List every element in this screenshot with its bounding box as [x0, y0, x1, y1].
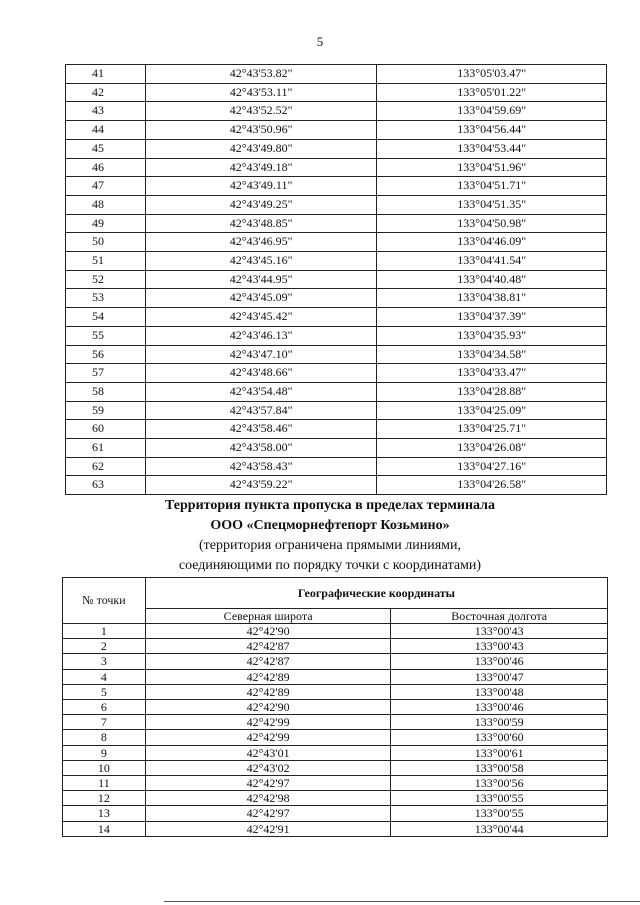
table-row	[66, 401, 607, 420]
point-number-cell: 48	[66, 195, 146, 214]
longitude-cell: 133°04'26.08"	[377, 439, 607, 458]
table-row	[66, 65, 607, 84]
latitude-cell: 42°42'98	[145, 791, 391, 806]
longitude-cell: 133°00'48	[391, 684, 608, 699]
point-number-cell: 52	[66, 270, 146, 289]
table-row	[66, 308, 607, 327]
latitude-cell: 42°43'02	[145, 760, 391, 775]
point-number-cell: 1	[63, 624, 146, 639]
col-header-point: № точки	[63, 578, 146, 624]
table-row	[63, 715, 608, 730]
latitude-cell: 42°43'54.48"	[145, 382, 377, 401]
latitude-cell: 42°43'58.46"	[145, 420, 377, 439]
longitude-cell: 133°04'35.93"	[377, 326, 607, 345]
point-number-cell: 3	[63, 654, 146, 669]
table-row	[63, 776, 608, 791]
longitude-cell: 133°00'44	[391, 821, 608, 836]
latitude-cell: 42°43'52.52"	[145, 102, 377, 121]
latitude-cell: 42°43'45.16"	[145, 252, 377, 271]
latitude-cell: 42°42'97	[145, 806, 391, 821]
table-row	[63, 806, 608, 821]
point-number-cell: 8	[63, 730, 146, 745]
table-row	[66, 121, 607, 140]
terminal-coordinates-table	[62, 577, 608, 837]
table-row	[66, 139, 607, 158]
latitude-cell: 42°42'90	[145, 700, 391, 715]
point-number-cell: 42	[66, 83, 146, 102]
table-row	[66, 102, 607, 121]
table-row	[66, 420, 607, 439]
col-header-latitude: Северная широта	[145, 609, 391, 624]
point-number-cell: 46	[66, 158, 146, 177]
coordinates-table-body	[66, 65, 607, 495]
table-row	[63, 745, 608, 760]
longitude-cell: 133°00'46	[391, 700, 608, 715]
table-row	[63, 654, 608, 669]
longitude-cell: 133°04'33.47"	[377, 364, 607, 383]
point-number-cell: 63	[66, 476, 146, 495]
longitude-cell: 133°00'43	[391, 624, 608, 639]
point-number-cell: 58	[66, 382, 146, 401]
longitude-cell: 133°04'25.09"	[377, 401, 607, 420]
longitude-cell: 133°04'53.44"	[377, 139, 607, 158]
longitude-cell: 133°00'59	[391, 715, 608, 730]
point-number-cell: 53	[66, 289, 146, 308]
latitude-cell: 42°42'99	[145, 730, 391, 745]
latitude-cell: 42°42'89	[145, 684, 391, 699]
point-number-cell: 61	[66, 439, 146, 458]
section-heading	[0, 496, 640, 576]
table-row	[63, 669, 608, 684]
point-number-cell: 51	[66, 252, 146, 271]
point-number-cell: 6	[63, 700, 146, 715]
table-row	[66, 214, 607, 233]
longitude-cell: 133°00'55	[391, 806, 608, 821]
table-row	[66, 233, 607, 252]
table-row	[66, 83, 607, 102]
table-row	[66, 270, 607, 289]
longitude-cell: 133°00'58	[391, 760, 608, 775]
table-row	[63, 730, 608, 745]
table-row	[63, 821, 608, 836]
latitude-cell: 42°43'49.18"	[145, 158, 377, 177]
point-number-cell: 49	[66, 214, 146, 233]
longitude-cell: 133°04'26.58"	[377, 476, 607, 495]
point-number-cell: 43	[66, 102, 146, 121]
longitude-cell: 133°04'37.39"	[377, 308, 607, 327]
latitude-cell: 42°42'87	[145, 654, 391, 669]
table-row	[66, 476, 607, 495]
latitude-cell: 42°43'53.11"	[145, 83, 377, 102]
point-number-cell: 41	[66, 65, 146, 84]
table-row	[66, 364, 607, 383]
latitude-cell: 42°43'01	[145, 745, 391, 760]
table-row	[66, 326, 607, 345]
heading-note-line-2: соединяющими по порядку точки с координатами)	[178, 558, 482, 573]
latitude-cell: 42°43'46.95"	[145, 233, 377, 252]
table-row	[63, 639, 608, 654]
table-row	[63, 684, 608, 699]
table-row	[63, 700, 608, 715]
page-number: 5	[316, 34, 324, 49]
point-number-cell: 56	[66, 345, 146, 364]
table-row	[66, 345, 607, 364]
point-number-cell: 57	[66, 364, 146, 383]
point-number-cell: 9	[63, 745, 146, 760]
longitude-cell: 133°04'50.98"	[377, 214, 607, 233]
longitude-cell: 133°04'51.71"	[377, 177, 607, 196]
latitude-cell: 42°42'89	[145, 669, 391, 684]
longitude-cell: 133°04'41.54"	[377, 252, 607, 271]
longitude-cell: 133°05'01.22"	[377, 83, 607, 102]
longitude-cell: 133°04'28.88"	[377, 382, 607, 401]
longitude-cell: 133°00'46	[391, 654, 608, 669]
table-row	[66, 252, 607, 271]
longitude-cell: 133°04'27.16"	[377, 457, 607, 476]
bottom-rule	[164, 901, 640, 902]
point-number-cell: 5	[63, 684, 146, 699]
point-number-cell: 55	[66, 326, 146, 345]
table-row	[66, 158, 607, 177]
latitude-cell: 42°42'90	[145, 624, 391, 639]
latitude-cell: 42°43'58.00"	[145, 439, 377, 458]
point-number-cell: 54	[66, 308, 146, 327]
col-header-longitude: Восточная долгота	[391, 609, 608, 624]
heading-note-line-1: (территория ограничена прямыми линиями,	[198, 538, 462, 553]
terminal-coordinates-body	[63, 624, 608, 837]
latitude-cell: 42°43'53.82"	[145, 65, 377, 84]
latitude-cell: 42°43'45.42"	[145, 308, 377, 327]
heading-title-line-2: ООО «Спецморнефтепорт Козьмино»	[210, 518, 450, 533]
table-row	[63, 791, 608, 806]
point-number-cell: 14	[63, 821, 146, 836]
table-row	[66, 457, 607, 476]
point-number-cell: 13	[63, 806, 146, 821]
latitude-cell: 42°42'87	[145, 639, 391, 654]
point-number-cell: 11	[63, 776, 146, 791]
point-number-cell: 7	[63, 715, 146, 730]
point-number-cell: 45	[66, 139, 146, 158]
table-row	[66, 382, 607, 401]
latitude-cell: 42°43'48.66"	[145, 364, 377, 383]
table-row	[66, 177, 607, 196]
longitude-cell: 133°00'61	[391, 745, 608, 760]
table-row	[66, 195, 607, 214]
longitude-cell: 133°04'46.09"	[377, 233, 607, 252]
table-row	[63, 624, 608, 639]
longitude-cell: 133°00'60	[391, 730, 608, 745]
point-number-cell: 50	[66, 233, 146, 252]
longitude-cell: 133°00'47	[391, 669, 608, 684]
latitude-cell: 42°43'46.13"	[145, 326, 377, 345]
point-number-cell: 59	[66, 401, 146, 420]
latitude-cell: 42°43'57.84"	[145, 401, 377, 420]
latitude-cell: 42°43'44.95"	[145, 270, 377, 289]
longitude-cell: 133°00'56	[391, 776, 608, 791]
latitude-cell: 42°43'47.10"	[145, 345, 377, 364]
point-number-cell: 2	[63, 639, 146, 654]
longitude-cell: 133°05'03.47"	[377, 65, 607, 84]
latitude-cell: 42°43'50.96"	[145, 121, 377, 140]
col-header-geo-coordinates: Географические координаты	[145, 578, 607, 609]
point-number-cell: 44	[66, 121, 146, 140]
longitude-cell: 133°04'51.35"	[377, 195, 607, 214]
latitude-cell: 42°43'45.09"	[145, 289, 377, 308]
longitude-cell: 133°04'25.71"	[377, 420, 607, 439]
longitude-cell: 133°04'38.81"	[377, 289, 607, 308]
longitude-cell: 133°04'56.44"	[377, 121, 607, 140]
latitude-cell: 42°43'49.11"	[145, 177, 377, 196]
longitude-cell: 133°04'51.96"	[377, 158, 607, 177]
point-number-cell: 10	[63, 760, 146, 775]
latitude-cell: 42°42'99	[145, 715, 391, 730]
heading-title-line-1: Территория пункта пропуска в пределах терминала	[165, 498, 495, 513]
latitude-cell: 42°42'91	[145, 821, 391, 836]
coordinates-table-continued	[65, 64, 607, 495]
point-number-cell: 4	[63, 669, 146, 684]
longitude-cell: 133°00'43	[391, 639, 608, 654]
point-number-cell: 62	[66, 457, 146, 476]
longitude-cell: 133°04'59.69"	[377, 102, 607, 121]
point-number-cell: 47	[66, 177, 146, 196]
table-row	[66, 439, 607, 458]
latitude-cell: 42°43'59.22"	[145, 476, 377, 495]
table-row	[66, 289, 607, 308]
point-number-cell: 12	[63, 791, 146, 806]
table-row	[63, 760, 608, 775]
latitude-cell: 42°43'48.85"	[145, 214, 377, 233]
latitude-cell: 42°43'49.80"	[145, 139, 377, 158]
point-number-cell: 60	[66, 420, 146, 439]
longitude-cell: 133°04'34.58"	[377, 345, 607, 364]
latitude-cell: 42°42'97	[145, 776, 391, 791]
longitude-cell: 133°00'55	[391, 791, 608, 806]
latitude-cell: 42°43'58.43"	[145, 457, 377, 476]
longitude-cell: 133°04'40.48"	[377, 270, 607, 289]
latitude-cell: 42°43'49.25"	[145, 195, 377, 214]
